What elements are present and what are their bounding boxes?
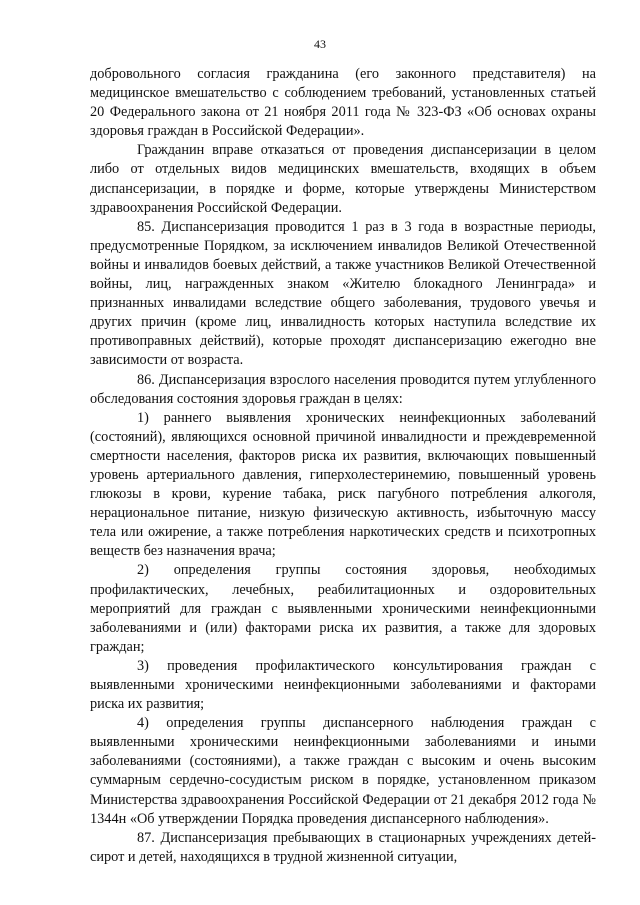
list-item-3: 3) проведения профилактического консультирования граждан с выявленными хроническими неинфекционными заболеваниями и факторами риска их развития; [90, 657, 596, 713]
list-item-2: 2) определения группы состояния здоровья, необходимых профилактических, лечебных, реабилитационных и оздоровительных мероприятий для граждан с выявленными хроническими неинфекционными заболеваниями и (или) факторами риска их развития, а также для здоровых граждан; [90, 562, 596, 655]
paragraph-consent-continuation: добровольного согласия гражданина (его законного представителя) на медицинское вмешательство с соблюдением требований, установленных статьей 20 Федерального закона от 21 ноября 2011 года № 323-ФЗ «Об основах охраны здоровья граждан в Российской Федерации». [90, 66, 596, 140]
paragraph-85: 85. Диспансеризация проводится 1 раз в 3 года в возрастные периоды, предусмотренные Порядком, за исключением инвалидов Великой Отечественной войны и инвалидов боевых действий, а также участников Великой Отечественной войны, лиц, награжденных знаком «Жителю блокадного Ленинграда» и признанных инвалидами вследствие общего заболевания, трудового увечья и других причин (кроме лиц, инвалидность которых наступила вследствие их противоправных действий), которые проходят диспансеризацию ежегодно вне зависимости от возраста. [90, 218, 596, 369]
list-item-4: 4) определения группы диспансерного наблюдения граждан с выявленными хроническими неинфекционными заболеваниями и иными заболеваниями (состояниями), а также граждан с высоким и очень высоким суммарным сердечно-сосудистым риском в порядке, установленном приказом Министерства здравоохранения Российской Федерации от 21 декабря 2012 года № 1344н «Об утверждении Порядка проведения диспансерного наблюдения». [90, 715, 596, 827]
paragraph-right-to-refuse: Гражданин вправе отказаться от проведения диспансеризации в целом либо от отдельных видов медицинских вмешательств, входящих в объем диспансеризации, в порядке и форме, которые утверждены Министерством здравоохранения Российской Федерации. [90, 142, 596, 216]
list-item-1: 1) раннего выявления хронических неинфекционных заболеваний (состояний), являющихся основной причиной инвалидности и преждевременной смертности населения, факторов риска их развития, включающих повышенный уровень артериального давления, гиперхолестеринемию, повышенный уровень глюкозы в крови, курение табака, риск пагубного потребления алкоголя, нерациональное питание, низкую физическую активность, избыточную массу тела или ожирение, а также потребления наркотических средств и психотропных веществ без назначения врача; [90, 409, 596, 560]
paragraph-86: 86. Диспансеризация взрослого населения проводится путем углубленного обследования состояния здоровья граждан в целях: [90, 371, 596, 407]
document-body [90, 65, 596, 867]
page-number: 43 [314, 37, 326, 51]
paragraph-87: 87. Диспансеризация пребывающих в стационарных учреждениях детей-сирот и детей, находящихся в трудной жизненной ситуации, [90, 829, 596, 865]
